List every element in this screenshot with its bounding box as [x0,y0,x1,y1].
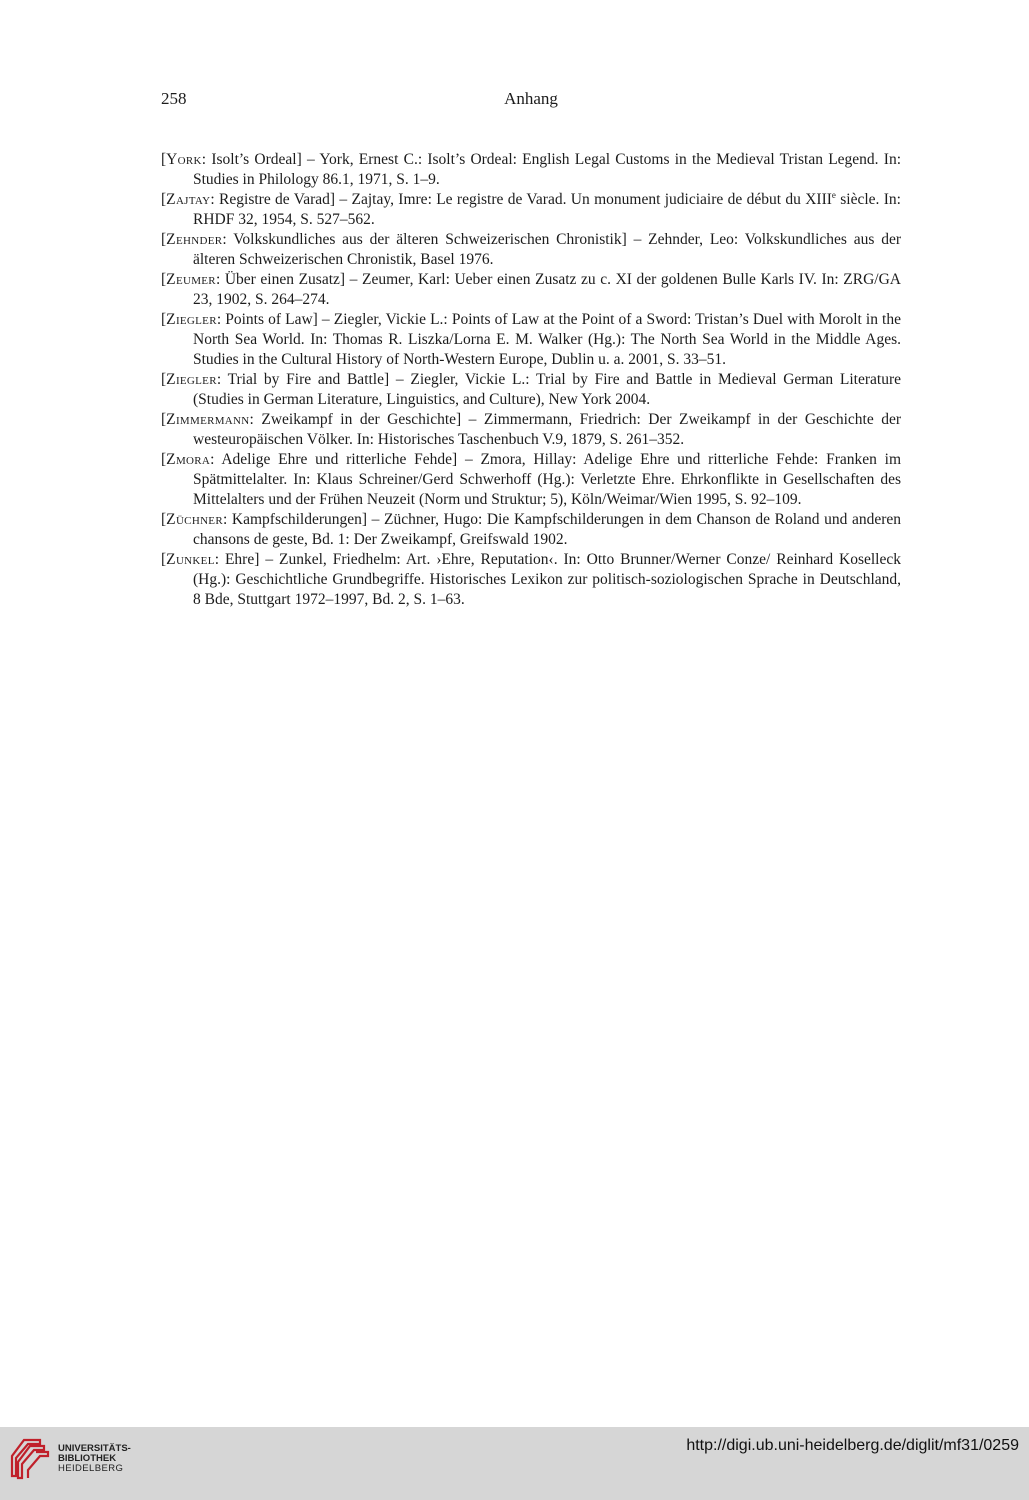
entry-text: : Isolt’s Ordeal] – York, Ernest C.: Isolt’s Ordeal: English Legal Customs in the Medieval Tristan Legend. In: Studies in Philology 86.1, 1971, S. 1–9. [193,151,901,188]
bibliography-list [161,150,901,610]
bibliography-entry: [Zeumer: Über einen Zusatz] – Zeumer, Karl: Ueber einen Zusatz zu c. XI der goldenen Bulle Karls IV. In: ZRG/GA 23, 1902, S. 264–274. [161,271,901,308]
bibliography-entry: [Züchner: Kampfschilderungen] – Züchner, Hugo: Die Kampfschilderungen in dem Chanson de Roland und anderen chansons de geste, Bd. 1: Der Zweikampf, Greifswald 1902. [161,511,901,548]
entry-text: : Ehre] – Zunkel, Friedhelm: Art. ›Ehre, Reputation‹. In: Otto Brunner/Werner Conze/ Reinhard Koselleck (Hg.): Geschichtliche Grundbegriffe. Historisches Lexikon zur politisch-soziologischen Sprache in Deutschland, 8 Bde, Stuttgart 1972–1997, Bd. 2, S. 1–63. [193,551,901,608]
library-name-line: BIBLIOTHEK [58,1453,117,1464]
bibliography-entry: [Zunkel: Ehre] – Zunkel, Friedhelm: Art. ›Ehre, Reputation‹. In: Otto Brunner/Werner Conze/ Reinhard Koselleck (Hg.): Geschichtliche Grundbegriffe. Historisches Lexikon zur politisch-soziologischen Sprache in Deutschland, 8 Bde, Stuttgart 1972–1997, Bd. 2, S. 1–63. [161,551,901,608]
bibliography-entry: [Ziegler: Points of Law] – Ziegler, Vickie L.: Points of Law at the Point of a Sword: Tristan’s Duel with Morolt in the North Sea World. In: Thomas R. Liszka/Lorna E. M. Walker (Hg.): The North Sea World in the Middle Ages. Studies in the Cultural History of North-Western Europe, Dublin u. a. 2001, S. 33–51. [161,311,901,368]
entry-text: : Trial by Fire and Battle] – Ziegler, Vickie L.: Trial by Fire and Battle in Medieval German Literature (Studies in German Literature, Linguistics, and Culture), New York 2004. [193,371,901,408]
source-url-link[interactable]: http://digi.ub.uni-heidelberg.de/diglit/mf31/0259 [686,1437,1019,1454]
running-head: Anhang [504,89,558,108]
entry-superscript: e [831,189,836,200]
page-number: 258 [161,89,187,108]
library-name[interactable] [58,1444,131,1474]
entry-key: Ziegler [166,311,217,328]
entry-key: Ziegler [166,371,217,388]
entry-key: Zehnder [166,231,223,248]
entry-text: : Über einen Zusatz] – Zeumer, Karl: Ueber einen Zusatz zu c. XI der goldenen Bulle Karls IV. In: ZRG/GA 23, 1902, S. 264–274. [193,271,901,308]
entry-text: : Volkskundliches aus der älteren Schweizerischen Chronistik] – Zehnder, Leo: Volkskundliches aus der älteren Schweizerischen Chronistik, Basel 1976. [193,231,901,268]
library-name-line: HEIDELBERG [58,1463,124,1474]
entry-text: : Points of Law] – Ziegler, Vickie L.: Points of Law at the Point of a Sword: Tristan’s Duel with Morolt in the North Sea World. In: Thomas R. Liszka/Lorna E. M. Walker (Hg.): The North Sea World in the Middle Ages. Studies in the Cultural History of North-Western Europe, Dublin u. a. 2001, S. 33–51. [193,311,901,368]
bibliography-entry: [Zmora: Adelige Ehre und ritterliche Fehde] – Zmora, Hillay: Adelige Ehre und ritterliche Fehde: Franken im Spätmittelalter. In: Klaus Schreiner/Gerd Schwerhoff (Hg.): Verletzte Ehre. Ehrkonflikte in Gesellschaften des Mittelalters und der Frühen Neuzeit (Norm und Struktur; 5), Köln/Weimar/Wien 1995, S. 92–109. [161,451,901,508]
entry-text: : Registre de Varad] – Zajtay, Imre: Le registre de Varad. Un monument judiciaire de début du XIII [210,191,832,208]
bibliography-entry: [Zimmermann: Zweikampf in der Geschichte] – Zimmermann, Friedrich: Der Zweikampf in der Geschichte der westeuropäischen Völker. In: Historisches Taschenbuch V.9, 1879, S. 261–352. [161,411,901,448]
entry-key: Zajtay [166,191,211,208]
entry-text: siècle. In: RHDF 32, 1954, S. 527–562. [193,191,901,228]
entry-text: : Adelige Ehre und ritterliche Fehde] – Zmora, Hillay: Adelige Ehre und ritterliche Fehde: Franken im Spätmittelalter. In: Klaus Schreiner/Gerd Schwerhoff (Hg.): Verletzte Ehre. Ehrkonflikte in Gesellschaften des Mittelalters und der Frühen Neuzeit (Norm und Struktur; 5), Köln/Weimar/Wien 1995, S. 92–109. [193,451,901,508]
entry-text: : Kampfschilderungen] – Züchner, Hugo: Die Kampfschilderungen in dem Chanson de Roland und anderen chansons de geste, Bd. 1: Der Zweikampf, Greifswald 1902. [193,511,901,548]
library-name-line: UNIVERSITÄTS- [58,1443,131,1454]
entry-key: Zimmermann [166,411,250,428]
bibliography-entry: [Ziegler: Trial by Fire and Battle] – Ziegler, Vickie L.: Trial by Fire and Battle in Medieval German Literature (Studies in German Literature, Linguistics, and Culture), New York 2004. [161,371,901,408]
entry-key: York [166,151,202,168]
entry-key: Zeumer [166,271,216,288]
bibliography-entry: [York: Isolt’s Ordeal] – York, Ernest C.: Isolt’s Ordeal: English Legal Customs in the Medieval Tristan Legend. In: Studies in Philology 86.1, 1971, S. 1–9. [161,151,901,188]
bibliography-entry: [Zehnder: Volkskundliches aus der älteren Schweizerischen Chronistik] – Zehnder, Leo: Volkskundliches aus der älteren Schweizerischen Chronistik, Basel 1976. [161,231,901,268]
entry-text: : Zweikampf in der Geschichte] – Zimmermann, Friedrich: Der Zweikampf in der Geschichte der westeuropäischen Völker. In: Historisches Taschenbuch V.9, 1879, S. 261–352. [193,411,901,448]
entry-key: Züchner [166,511,223,528]
footer-bar [0,1427,1029,1500]
library-logo-icon[interactable] [10,1436,50,1480]
entry-key: Zunkel [166,551,215,568]
entry-key: Zmora [166,451,211,468]
bibliography-entry: [Zajtay: Registre de Varad] – Zajtay, Imre: Le registre de Varad. Un monument judiciaire de début du XIIIe siècle. In: RHDF 32, 1954, S. 527–562. [161,189,901,228]
